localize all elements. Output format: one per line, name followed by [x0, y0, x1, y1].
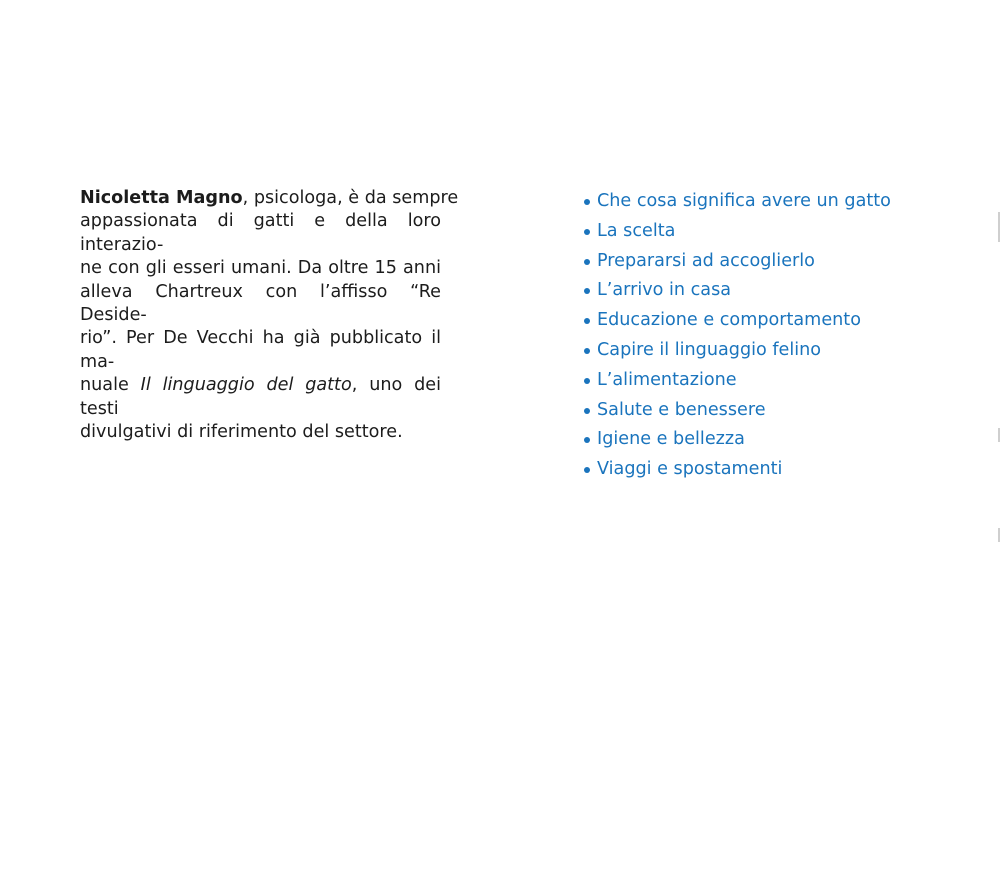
contents-item	[584, 276, 891, 306]
book-title: Il linguaggio del gatto	[140, 375, 352, 396]
contents-item	[584, 187, 891, 217]
contents-item	[584, 247, 891, 277]
contents-item-label: L’alimentazione	[597, 369, 737, 390]
contents-item	[584, 455, 891, 485]
bullet-icon	[584, 259, 590, 265]
bio-text: , psicologa, è da sempre	[242, 188, 459, 208]
contents-item	[584, 425, 891, 455]
bio-line-6	[80, 374, 441, 421]
contents-item-label: Viaggi e spostamenti	[597, 459, 783, 480]
author-bio	[80, 187, 459, 444]
bullet-icon	[584, 408, 590, 414]
bullet-icon	[584, 348, 590, 354]
bullet-icon	[584, 437, 590, 443]
contents-item	[584, 336, 891, 366]
bio-line-3: ne con gli esseri umani. Da oltre 15 anni	[80, 258, 441, 279]
contents-item	[584, 366, 891, 396]
bullet-icon	[584, 378, 590, 384]
contents-item-label: Capire il linguaggio felino	[597, 339, 822, 360]
bio-line-5: rio”. Per De Vecchi ha già pubblicato il ma-	[80, 328, 441, 372]
bullet-icon	[584, 318, 590, 324]
bullet-icon	[584, 199, 590, 205]
bullet-icon	[584, 229, 590, 235]
contents-item-label: L’arrivo in casa	[597, 280, 732, 301]
contents-item-label: Che cosa significa avere un gatto	[597, 191, 891, 211]
contents-list	[584, 187, 891, 485]
contents-item-label: Salute e benessere	[597, 399, 766, 420]
contents-item	[584, 306, 891, 336]
contents-item-label: Igiene e bellezza	[597, 429, 745, 450]
contents-item-label: Prepararsi ad accoglierlo	[597, 250, 815, 271]
bio-text: , uno dei testi	[80, 375, 441, 419]
author-name: Nicoletta Magno	[80, 188, 243, 208]
bullet-icon	[584, 467, 590, 473]
bio-line-1	[80, 187, 459, 210]
bio-line-7: divulgativi di riferimento del settore.	[80, 422, 403, 443]
bio-line-2: appassionata di gatti e della loro interazio-	[80, 211, 441, 255]
contents-item-label: Educazione e comportamento	[597, 310, 861, 331]
bio-text: nuale	[80, 375, 141, 396]
bio-line-4: alleva Chartreux con l’affisso “Re Deside-	[80, 281, 441, 326]
contents-item-label: La scelta	[597, 220, 676, 241]
bullet-icon	[584, 288, 590, 294]
contents-item	[584, 396, 891, 426]
contents-item	[584, 217, 891, 247]
